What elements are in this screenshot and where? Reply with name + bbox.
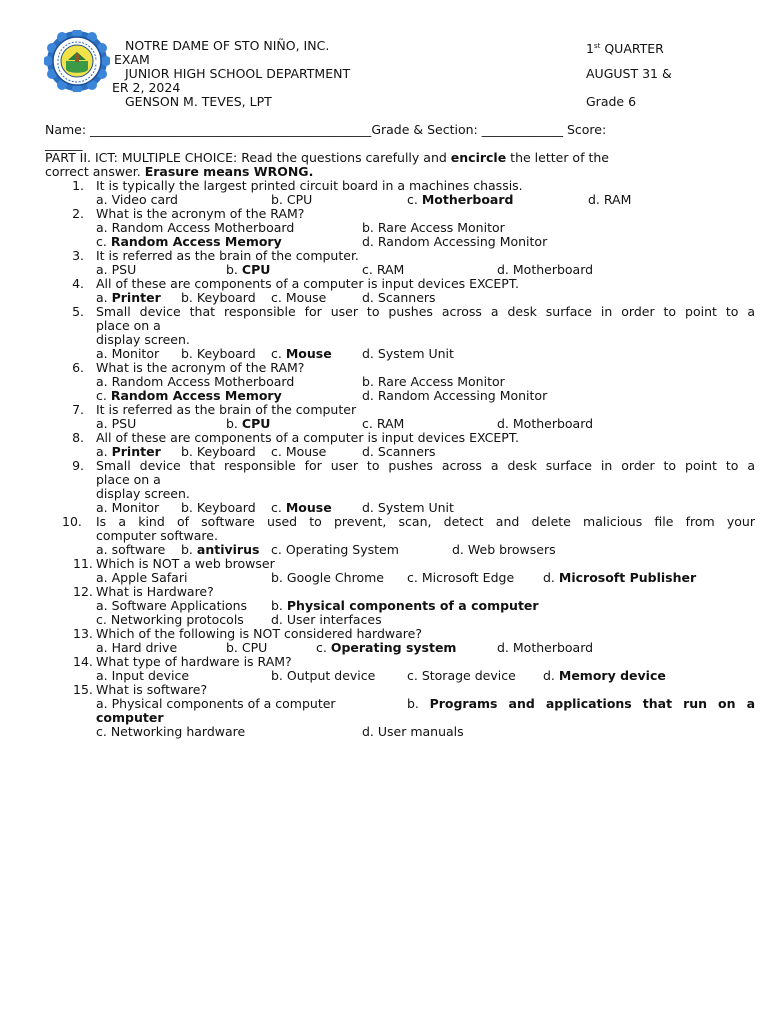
choice-a: a. PSU [96,416,137,431]
choice-c: c. Motherboard [407,192,514,207]
choice-d: d. Web browsers [452,542,556,557]
choice-d: d. Scanners [362,290,436,305]
choice-d: d. System Unit [362,500,454,515]
grade-section-label: Grade & Section: _____________ [371,122,563,137]
choice-a: a. Apple Safari [96,570,188,585]
choice-d: d. Motherboard [497,262,594,277]
grade-level: Grade 6 [586,94,637,109]
choice-d: d. Motherboard [497,640,594,655]
school-name: NOTRE DAME OF STO NIÑO, INC. [125,38,330,53]
choice-d: d. Motherboard [497,416,594,431]
choice-a: a. Video card [96,192,178,207]
choice-a: a. Input device [96,668,190,683]
school-seal-logo [44,30,110,92]
choice-c: c. RAM [362,416,405,431]
choice-a: a. software [96,542,166,557]
choice-b: b. Rare Access Monitor [362,374,505,389]
choice-c: c. Microsoft Edge [407,570,515,585]
choice-d: d. User manuals [362,724,464,739]
choice-a: a. Printer [96,444,161,459]
choice-d: d. Random Accessing Monitor [362,388,548,403]
choice-a: a. Printer [96,290,161,305]
choice-a: a. Software Applications [96,598,248,613]
choice-a: a. Random Access Motherboard [96,220,295,235]
name-field [45,123,606,137]
choice-d: d. RAM [588,192,632,207]
choice-b: b. Rare Access Monitor [362,220,505,235]
name-label: Name: _____________________________________________ [45,122,372,137]
choice-b: b. Keyboard [181,346,256,361]
department: JUNIOR HIGH SCHOOL DEPARTMENT [125,66,351,81]
choice-a: a. Monitor [96,346,160,361]
choice-d: d. Microsoft Publisher [543,570,697,585]
choice-b: b. Keyboard [181,290,256,305]
choice-d: d. System Unit [362,346,454,361]
choice-b: b. CPU [226,262,271,277]
choice-d: d. User interfaces [271,612,382,627]
choice-b: b. Keyboard [181,444,256,459]
choice-c: c. Operating System [271,542,399,557]
exam-date-wrap: ER 2, 2024 [112,80,181,95]
exam-date: AUGUST 31 & [586,66,672,81]
choice-a: a. PSU [96,262,137,277]
choice-b: b. CPU [226,416,271,431]
exam-quarter: 1st QUARTER [586,41,664,56]
choice-a: a. Random Access Motherboard [96,374,295,389]
choice-a: a. Physical components of a computer [96,696,336,711]
choice-b: b. CPU [226,640,268,655]
score-label: Score: [563,122,607,137]
choice-c: c. Networking hardware [96,724,246,739]
choice-c: c. Storage device [407,668,516,683]
teacher-name: GENSON M. TEVES, LPT [125,94,272,109]
choice-b: b. Keyboard [181,500,256,515]
choice-b: b. Programs and applications that run on a [407,696,755,711]
choice-c: c. Mouse [271,346,332,361]
choice-d: d. Scanners [362,444,436,459]
choice-d: d. Random Accessing Monitor [362,234,548,249]
choice-b: b. Output device [271,668,376,683]
score-blank: ______ [45,136,83,151]
choice-d: d. Memory device [543,668,666,683]
choice-c: c. Mouse [271,444,327,459]
choice-c: c. Operating system [316,640,457,655]
choice-a: a. Hard drive [96,640,178,655]
choice-b: b. CPU [271,192,313,207]
instructions-line-1: PART II. ICT: MULTIPLE CHOICE: Read the questions carefully and encircle the letter of the [45,150,609,165]
choice-c: c. Random Access Memory [96,234,282,249]
exam-label-wrap: EXAM [114,52,150,67]
choice-c: c. Mouse [271,290,327,305]
choice-b: b. Physical components of a computer [271,598,539,613]
choice-b: b. antivirus [181,542,260,557]
choice-c: c. Networking protocols [96,612,244,627]
choice-a: a. Monitor [96,500,160,515]
choice-c: c. Mouse [271,500,332,515]
choice-c: c. RAM [362,262,405,277]
choice-b-wrap: computer [96,710,164,725]
choice-b: b. Google Chrome [271,570,384,585]
instructions-line-2: correct answer. Erasure means WRONG. [45,164,314,179]
choice-c: c. Random Access Memory [96,388,282,403]
